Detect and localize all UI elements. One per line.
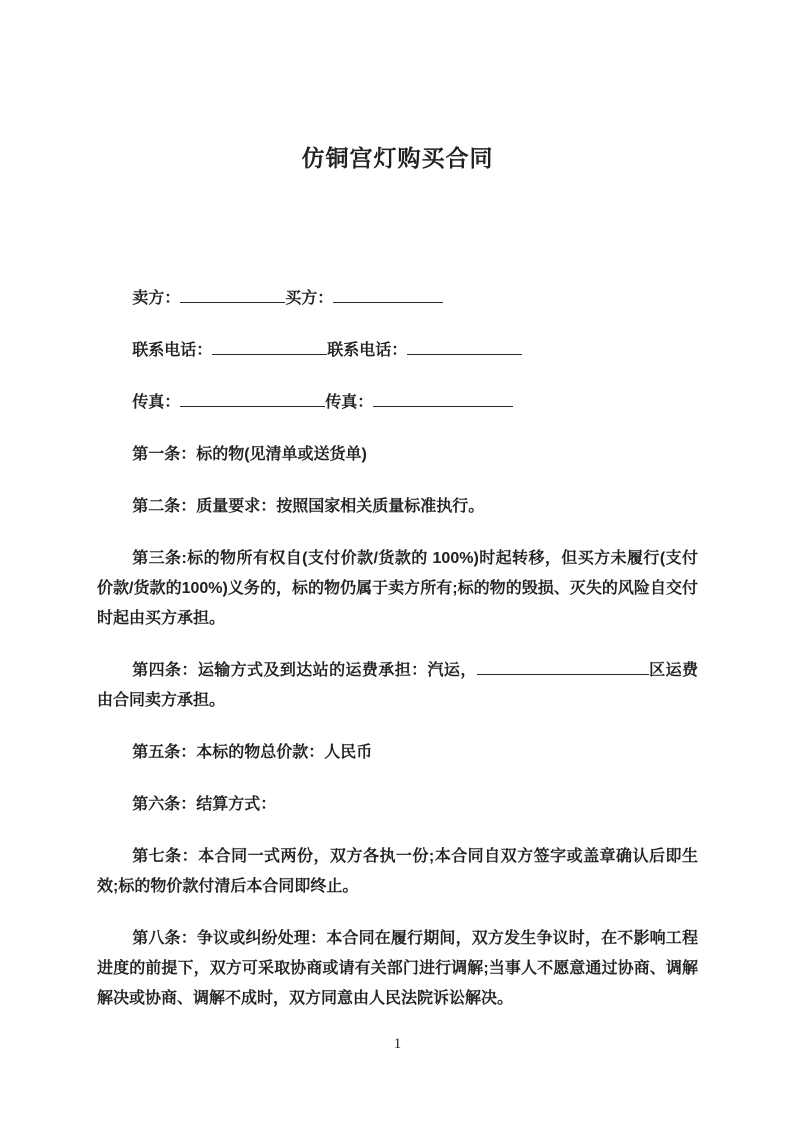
article-1 xyxy=(97,440,698,470)
buyer-label: 买方： xyxy=(285,290,334,307)
article-6-text: 结算方式： xyxy=(196,796,277,813)
article-8-text: 争议或纠纷处理：本合同在履行期间，双方发生争议时，在不影响工程进度的前提下，双方可采取协商或请有关部门进行调解;当事人不愿意通过协商、调解解决或协商、调解不成时，双方同意由人民法院诉讼解决。 xyxy=(97,930,698,1007)
party-names-line xyxy=(97,284,698,314)
article-8 xyxy=(97,924,698,1014)
article-1-label: 第一条： xyxy=(132,446,197,463)
article-4-text-after: 区运费由合同卖方承担。 xyxy=(97,662,698,709)
article-4-label: 第四条： xyxy=(132,662,198,679)
article-2-text: 质量要求：按照国家相关质量标准执行。 xyxy=(196,498,485,515)
article-5-label: 第五条： xyxy=(132,744,197,761)
article-3-text: 标的物所有权自(支付价款/货款的 100%)时起转移，但买方未履行(支付价款/货款的100%)义务的，标的物仍属于卖方所有;标的物的毁损、灭失的风险自交付时起由买方承担。 xyxy=(97,550,698,627)
article-1-text: 标的物(见清单或送货单) xyxy=(196,446,367,463)
article-7-text: 本合同一式两份，双方各执一份;本合同自双方签字或盖章确认后即生效;标的物价款付清后本合同即终止。 xyxy=(97,848,698,895)
seller-phone-blank xyxy=(212,339,327,355)
article-5-text: 本标的物总价款：人民币 xyxy=(196,744,373,761)
article-7-label: 第七条： xyxy=(132,848,199,865)
buyer-phone-label: 联系电话： xyxy=(327,342,408,359)
article-6 xyxy=(97,790,698,820)
article-3 xyxy=(97,544,698,634)
destination-district-blank xyxy=(477,659,649,675)
phone-line xyxy=(97,336,698,366)
seller-fax-label: 传真： xyxy=(132,394,181,411)
article-4-text-before: 运输方式及到达站的运费承担：汽运， xyxy=(197,662,477,679)
article-2 xyxy=(97,492,698,522)
contract-title: 仿铜宫灯购买合同 xyxy=(301,145,494,171)
page-number: 1 xyxy=(393,1036,402,1052)
seller-fax-blank xyxy=(180,391,325,407)
fax-line xyxy=(97,388,698,418)
article-5 xyxy=(97,738,698,768)
seller-phone-label: 联系电话： xyxy=(132,342,213,359)
buyer-name-blank xyxy=(333,287,443,303)
article-8-label: 第八条： xyxy=(132,930,197,947)
seller-label: 卖方： xyxy=(132,290,181,307)
article-7 xyxy=(97,842,698,902)
seller-name-blank xyxy=(180,287,285,303)
article-3-label: 第三条: xyxy=(132,550,187,567)
article-2-label: 第二条： xyxy=(132,498,197,515)
buyer-fax-label: 传真： xyxy=(325,394,374,411)
article-4 xyxy=(97,656,698,716)
buyer-phone-blank xyxy=(407,339,522,355)
buyer-fax-blank xyxy=(373,391,513,407)
article-6-label: 第六条： xyxy=(132,796,197,813)
